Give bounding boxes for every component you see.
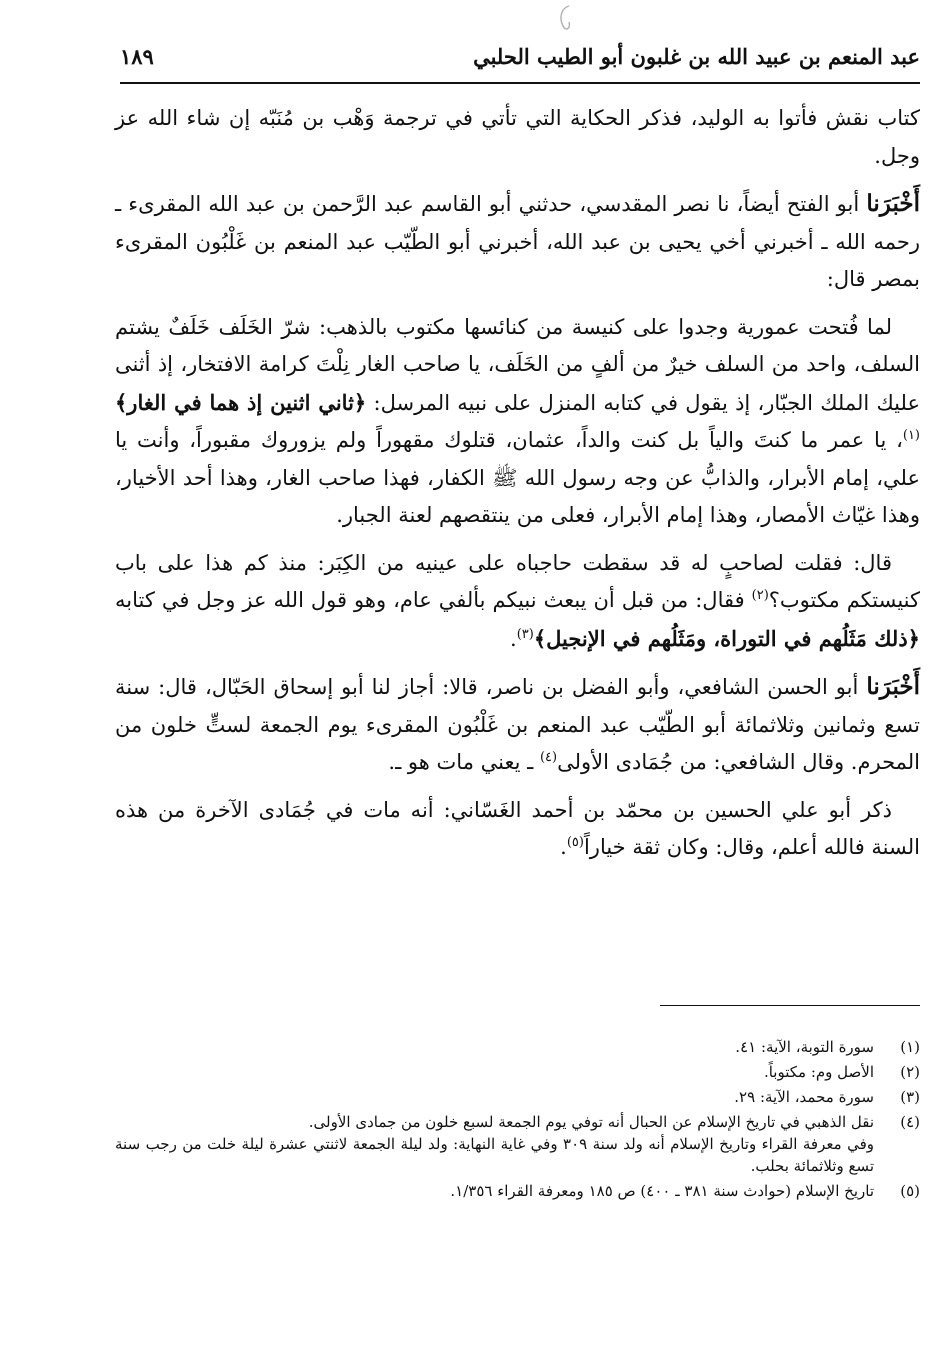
paragraph-3-text-a: لما فُتحت عمورية وجدوا على كنيسة من كنائسها مكتوب بالذهب: شرّ الخَلَف خَلَفٌ يشتم السلف، واحد من السلف خيرٌ من ألفٍ من الخَلَف، يا صاحب الغار نِلْتَ كرامة الافتخار، إذ أثنى عليك الملك الجبّار، إذ يقول في كتابه المنزل على نبيه المرسل: bbox=[115, 314, 920, 415]
akhbarana-keyword: أَخْبَرَنا bbox=[866, 190, 920, 217]
paragraph-6-text-b: . bbox=[560, 835, 567, 859]
footnote bbox=[115, 1111, 920, 1177]
footnote-line: الأصل وم: مكتوباً. bbox=[763, 1063, 874, 1081]
footnote-ref-1: (١) bbox=[902, 428, 920, 443]
footnote-number: (١) bbox=[900, 1038, 920, 1056]
paragraph-4-text-c: . bbox=[510, 626, 517, 651]
paragraph-6 bbox=[115, 792, 920, 867]
paragraph-1-text: كتاب نقش فأتوا به الوليد، فذكر الحكاية التي تأتي في ترجمة وَهْب بن مُنَبّه إن شاء الله عز وجل. bbox=[115, 106, 920, 168]
page-number: ١٨٩ bbox=[120, 44, 154, 69]
footnote-line: سورة محمد، الآية: ٢٩. bbox=[734, 1088, 874, 1106]
footnote-text bbox=[115, 1180, 874, 1202]
footnote-line: نقل الذهبي في تاريخ الإسلام عن الحبال أنه توفي يوم الجمعة لسبع خلون من جمادى الأولى. bbox=[308, 1113, 874, 1131]
paragraph-2-text: أبو الفتح أيضاً، نا نصر المقدسي، حدثني أبو القاسم عبد الرَّحمن بن عبد الله المقرىء ـ رحمه الله ـ أخبرني أخي يحيى بن عبد الله، أخبرني أبو الطّيّب عبد المنعم بن غَلْبُون المقرىء بمصر قال: bbox=[115, 192, 920, 291]
footnote-text bbox=[115, 1061, 874, 1083]
footnote-text bbox=[115, 1086, 874, 1108]
paragraph-4-text-b: فقال: من قبل أن يبعث نبيكم بألفي عام، وهو قول الله عز وجل في كتابه bbox=[115, 588, 752, 612]
paragraph-5-text-a: أبو الحسن الشافعي، وأبو الفضل بن ناصر، قالا: أجاز لنا أبو إسحاق الحَبّال، قال: سنة تسع وثمانين وثلاثمائة أبو الطّيّب عبد المنعم بن غَلْبُون المقرىء يوم الجمعة لستٍّ خلون من المحرم. وقال الشافعي: من جُمَادى الأولى bbox=[115, 675, 920, 774]
footnote-line: وفي معرفة القراء وتاريخ الإسلام أنه ولد سنة ٣٠٩ وفي غاية النهاية: ولد ليلة الجمعة لاثنتي عشرة ليلة خلت من رجب سنة تسع وثلاثمائة بحلب. bbox=[115, 1135, 874, 1175]
footnote-ref-2: (٢) bbox=[751, 588, 769, 603]
footnote-ref-5: (٥) bbox=[566, 835, 584, 850]
paragraph-6-text-a: ذكر أبو علي الحسين بن محمّد بن أحمد الغَسّاني: أنه مات في جُمَادى الآخرة من هذه السنة فالله أعلم، وقال: وكان ثقة خياراً bbox=[115, 797, 920, 859]
footnote-number: (٣) bbox=[900, 1088, 920, 1106]
footnote-number: (٢) bbox=[900, 1063, 920, 1081]
page-header bbox=[120, 40, 920, 84]
footnote-line: سورة التوبة، الآية: ٤١. bbox=[735, 1038, 874, 1056]
paragraph-4 bbox=[115, 545, 920, 659]
paragraph-4-text-a: قال: فقلت لصاحبٍ له قد سقطت حاجباه على عينيه من الكِبَر: منذ كم هذا على باب كنيستكم مكتوب؟ bbox=[115, 550, 921, 612]
footnote-number: (٥) bbox=[900, 1182, 920, 1200]
paragraph-5-text-b: ـ يعني مات هو ـ. bbox=[388, 750, 540, 774]
footnote bbox=[115, 1180, 920, 1202]
footnote-ref-4: (٤) bbox=[539, 750, 558, 765]
footnotes bbox=[115, 1036, 920, 1205]
quran-verse: ﴿ثاني اثنين إذ هما في الغار﴾ bbox=[115, 389, 367, 415]
footnote-text bbox=[115, 1036, 874, 1058]
footnote-separator bbox=[660, 1005, 920, 1006]
paragraph-3-text-b: ، يا عمر ما كنتَ والياً بل كنت والداً، عثمان، قتلوك مقهوراً ولم يزوروك مقبوراً، وأنت يا علي، إمام الأبرار، والذابُّ عن وجه رسول الله ﷺ الكفار، فهذا صاحب الغار، وهذا أحد الأخيار، وهذا غيّاث الأمصار، وهذا إمام الأبرار، فعلى من ينتقصهم لعنة الجبار. bbox=[115, 428, 920, 527]
footnote-text bbox=[115, 1111, 874, 1177]
footnote bbox=[115, 1036, 920, 1058]
pencil-mark bbox=[545, 2, 585, 38]
paragraph-2 bbox=[115, 185, 920, 299]
paragraph-5 bbox=[115, 668, 920, 782]
footnote bbox=[115, 1086, 920, 1108]
footnote-ref-3: (٣) bbox=[516, 626, 534, 642]
paragraph-1 bbox=[115, 100, 920, 175]
akhbarana-keyword: أَخْبَرَنا bbox=[866, 673, 920, 700]
main-text bbox=[115, 100, 920, 877]
footnote-number: (٤) bbox=[900, 1113, 920, 1131]
footnote bbox=[115, 1061, 920, 1083]
paragraph-3 bbox=[115, 309, 920, 535]
running-title: عبد المنعم بن عبيد الله بن غلبون أبو الطيب الحلبي bbox=[473, 44, 920, 69]
footnote-line: تاريخ الإسلام (حوادث سنة ٣٨١ ـ ٤٠٠) ص ١٨٥ ومعرفة القراء ١/٣٥٦. bbox=[450, 1182, 874, 1200]
quran-verse: ﴿ذلك مَثَلُهم في التوراة، ومَثَلُهم في الإنجيل﴾ bbox=[533, 625, 920, 651]
